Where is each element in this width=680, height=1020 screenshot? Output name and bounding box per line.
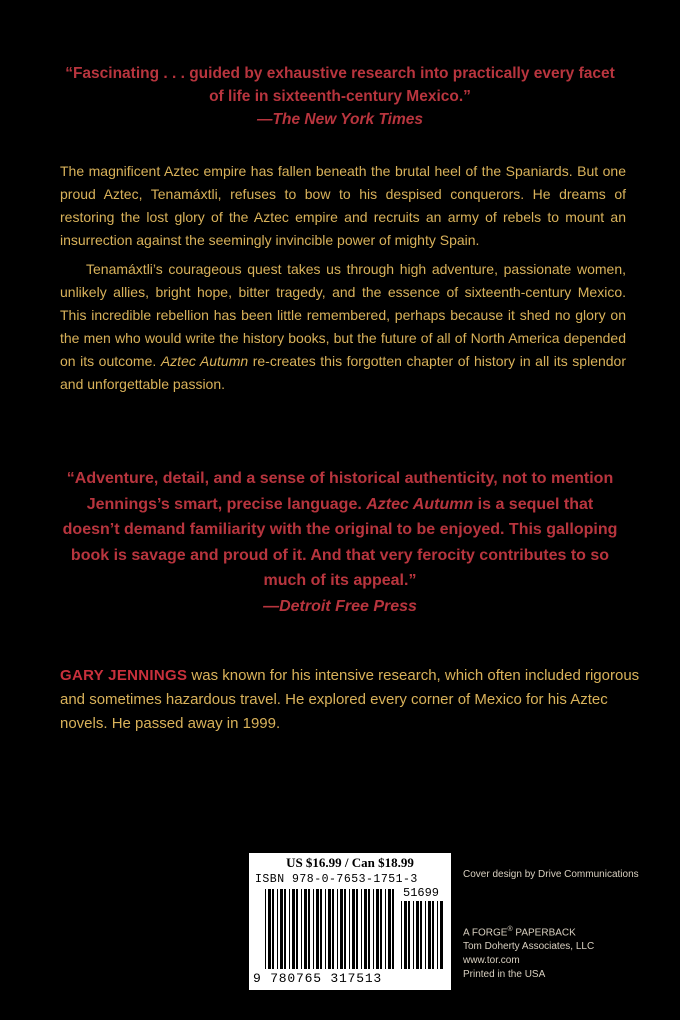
barcode-bar (320, 889, 322, 969)
barcode-bar (296, 889, 298, 969)
barcode-bar (313, 889, 314, 969)
review-quote-detroit (60, 466, 620, 619)
barcode-bar (356, 889, 358, 969)
barcode-bar (337, 889, 338, 969)
barcode-bar (340, 889, 343, 969)
barcode-bar (332, 889, 334, 969)
barcode-bar (280, 889, 283, 969)
barcode-bar (413, 901, 414, 969)
barcode-bar (440, 901, 443, 969)
barcode-bar (304, 889, 307, 969)
description-text: re-creates this forgotten chapter of history in all its splendor and unforgettable passion. (60, 353, 627, 392)
barcode-bar (325, 889, 326, 969)
barcode-bar (265, 889, 266, 969)
book-description (60, 160, 626, 396)
price-label: US $16.99 / Can $18.99 (286, 855, 414, 870)
barcode-bar (432, 901, 434, 969)
barcode-bar (401, 901, 402, 969)
description-paragraph-1: The magnificent Aztec empire has fallen beneath the brutal heel of the Spaniards. But one proud Aztec, Tenamáxtli, refuses to bow to his despised conquerors. He dreams of restoring the lost glory of the Aztec empire and recruits an army of rebels to mount an insurrection against the seemingly invincible power of mighty Spain. (60, 163, 626, 248)
barcode-bar (368, 889, 370, 969)
barcode-bar (388, 889, 391, 969)
barcode-bar (301, 889, 302, 969)
barcode-bar (380, 889, 382, 969)
barcode-bar (420, 901, 422, 969)
barcode-bar (376, 889, 379, 969)
barcode-bar (272, 889, 274, 969)
barcode-bar (425, 901, 426, 969)
printed-in: Printed in the USA (463, 969, 546, 981)
isbn-label: ISBN 978-0-7653-1751-3 (255, 873, 418, 886)
barcode-bar (277, 889, 278, 969)
barcode-bar (289, 889, 290, 969)
description-paragraph-2 (60, 258, 626, 396)
barcode-bar (385, 889, 386, 969)
quote-text: is a sequel that doesn’t demand familiarity with the original to be enjoyed. This galloping book is savage and proud of it. And that very ferocity contributes to so much of its appeal.” (62, 495, 618, 589)
quote-source: —Detroit Free Press (263, 597, 417, 615)
barcode-bar (352, 889, 355, 969)
publisher-imprint (463, 923, 594, 982)
registered-mark: ® (507, 926, 513, 933)
barcode-bar (308, 889, 310, 969)
barcode-bar (344, 889, 346, 969)
imprint-line: A FORGE® PAPERBACK (463, 926, 576, 939)
barcode-bar (408, 901, 410, 969)
author-bio-text: was known for his intensive research, which often included rigorous and sometimes hazardous travel. He explored every corner of Mexico for his Aztec novels. He passed away in 1999. (60, 667, 640, 732)
review-quote-nyt (60, 62, 620, 131)
publisher-name: Tom Doherty Associates, LLC (463, 941, 595, 953)
barcode-bar (316, 889, 319, 969)
price-addon-barcode (401, 901, 443, 969)
barcode-bar (392, 889, 394, 969)
barcode-digits: 9 780765 317513 (253, 971, 383, 986)
barcode-bar (361, 889, 362, 969)
quote-text: “Fascinating . . . guided by exhaustive research into practically every facet of life in sixteenth-century Mexico.” (65, 65, 615, 105)
barcode-bar (328, 889, 331, 969)
barcode-bar (364, 889, 367, 969)
quote-source: —The New York Times (257, 111, 423, 128)
barcode-bar (373, 889, 374, 969)
barcode-bar (428, 901, 431, 969)
description-text: Tenamáxtli’s courageous quest takes us through high adventure, passionate women, unlikely allies, bright hope, bitter tragedy, and the essence of sixteenth-century Mexico. This incredible rebellion has been little remembered, perhaps because it shed no glory on the men who would write the history books, but the future of all of North America depended on its outcome. (60, 261, 626, 369)
barcode-bar (404, 901, 407, 969)
cover-design-credit: Cover design by Drive Communications (463, 869, 639, 880)
barcode-bar (284, 889, 286, 969)
ean-barcode (265, 889, 394, 969)
barcode-bar (268, 889, 271, 969)
book-title: Aztec Autumn (366, 495, 474, 513)
barcode-label (249, 853, 451, 990)
book-title: Aztec Autumn (160, 353, 249, 369)
barcode-bar (437, 901, 438, 969)
barcode-bar (349, 889, 350, 969)
author-bio (60, 664, 640, 736)
author-name: GARY JENNINGS (60, 667, 188, 684)
quote-text: “Adventure, detail, and a sense of historical authenticity, not to mention Jennings’s smart, precise language. (66, 470, 614, 513)
publisher-website: www.tor.com (463, 955, 520, 967)
barcode-bar (292, 889, 295, 969)
barcode-bar (416, 901, 419, 969)
addon-digits: 51699 (403, 886, 440, 900)
